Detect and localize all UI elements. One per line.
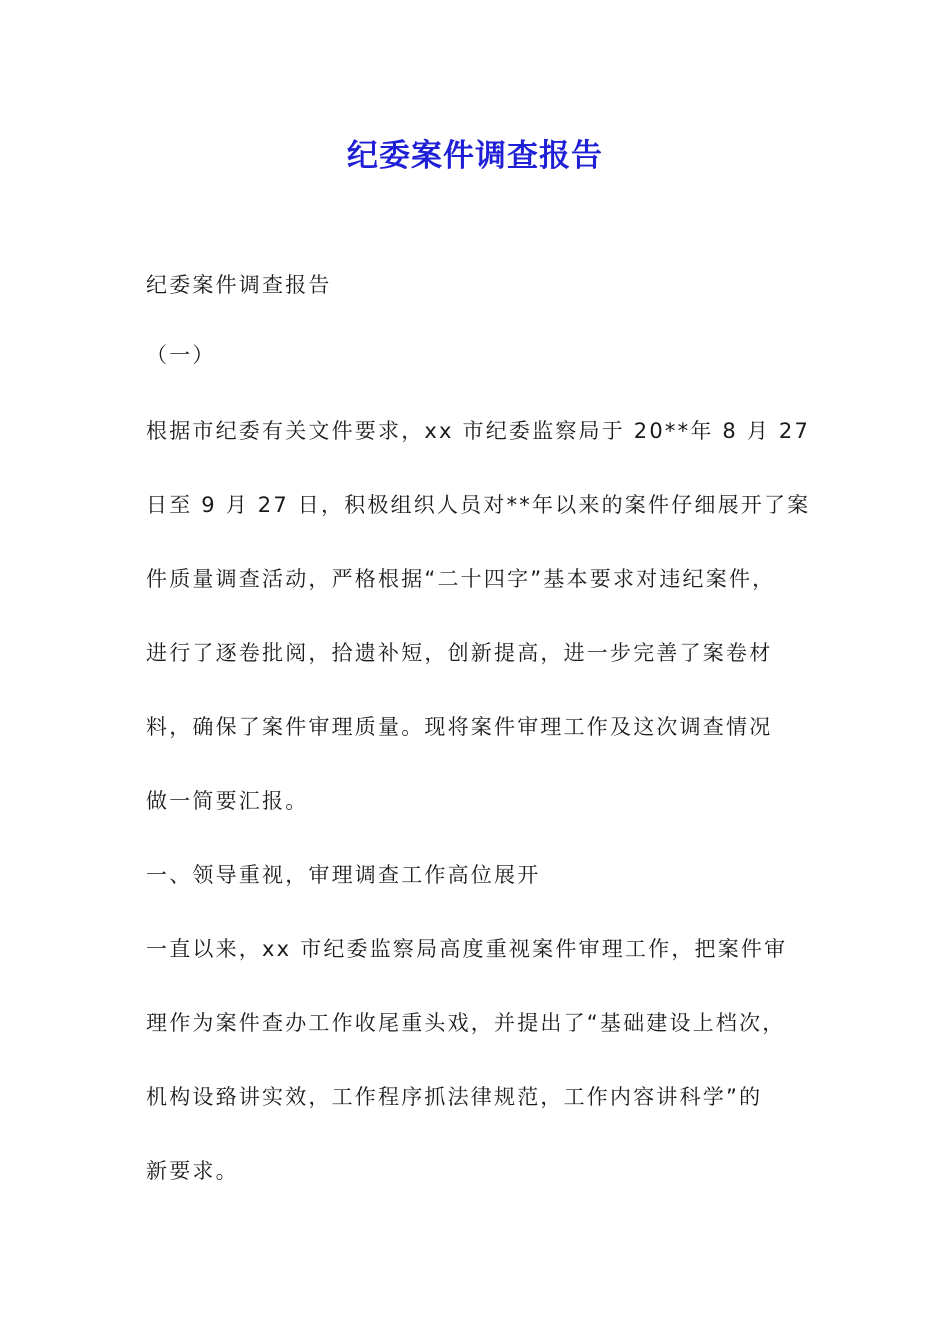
document-body [146, 262, 816, 1222]
document-title: 纪委案件调查报告 [347, 138, 603, 174]
paragraph-line: 一直以来，xx 市纪委监察局高度重视案件审理工作，把案件审 [146, 937, 788, 961]
body-subtitle: 纪委案件调查报告 [146, 273, 332, 297]
paragraph-line: 根据市纪委有关文件要求，xx 市纪委监察局于 20**年 8 月 27 [146, 419, 811, 443]
paragraph-line: 机构设臵讲实效，工作程序抓法律规范，工作内容讲科学”的 [146, 1085, 763, 1109]
paragraph-line: 理作为案件查办工作收尾重头戏，并提出了“基础建设上档次， [146, 1011, 786, 1035]
paragraph-line: 进行了逐卷批阅，拾遗补短，创新提高，进一步完善了案卷材 [146, 641, 773, 665]
paragraph-line: 日至 9 月 27 日，积极组织人员对**年以来的案件仔细展开了案 [146, 493, 811, 517]
section-heading: 一、领导重视，审理调查工作高位展开 [146, 863, 541, 887]
section-marker: （一） [146, 343, 216, 367]
paragraph-line: 做一简要汇报。 [146, 789, 309, 813]
paragraph-line: 料，确保了案件审理质量。现将案件审理工作及这次调查情况 [146, 715, 773, 739]
paragraph-line: 新要求。 [146, 1159, 239, 1183]
paragraph-line: 件质量调查活动，严格根据“二十四字”基本要求对违纪案件， [146, 567, 776, 591]
